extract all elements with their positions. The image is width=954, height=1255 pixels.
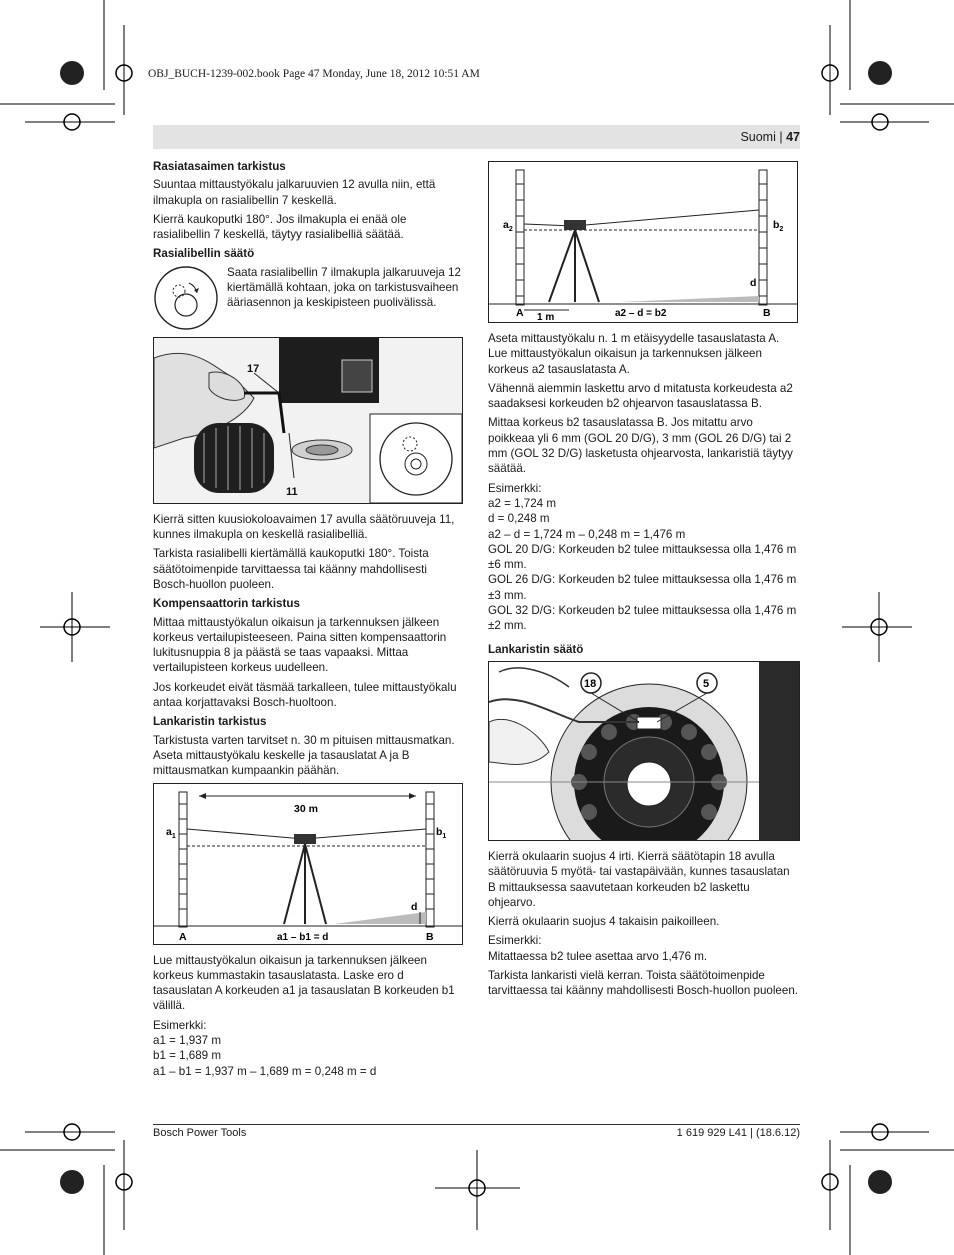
rod-A-label: A [179, 930, 187, 943]
footer-brand: Bosch Power Tools [153, 1127, 247, 1139]
a1-label: $a_1$ [166, 825, 176, 840]
paragraph: Mitattaessa b2 tulee asettaa arvo 1,476 m. [488, 949, 708, 963]
rod-A-label: A [516, 307, 524, 319]
d-label: d [750, 277, 757, 289]
distance-label: 30 m [294, 802, 318, 815]
example-label: Esimerkki: [488, 934, 542, 948]
b1-label: $b_1$ [436, 825, 447, 840]
header-language: Suomi [740, 130, 776, 144]
formula-label: a2 – d = b2 [615, 308, 667, 319]
rod-B-label: B [763, 307, 771, 319]
figure-eyepiece-adjustment [488, 661, 800, 841]
figure-1m-measurement [488, 161, 798, 323]
example-a1: a1 = 1,937 m [153, 1034, 222, 1048]
example-gol32: GOL 32 D/G: Korkeuden b2 tulee mittauksessa olla 1,476 m ±2 mm. [488, 604, 797, 633]
heading-rasiatasain: Rasiatasaimen tarkistus [153, 160, 286, 173]
circular-level-icon [153, 265, 219, 331]
right-column [488, 161, 800, 1003]
example-block [488, 481, 800, 634]
example-d: a1 – b1 = 1,937 m – 1,689 m = 0,248 m = d [153, 1064, 377, 1078]
example-d: d = 0,248 m [488, 512, 550, 526]
paragraph: Saata rasialibellin 7 ilmakupla jalkaruuveja 12 kiertämällä kohtaan, joka on tarkistusvaiheen ääriasennon ja keskipisteen puolivälissä. [227, 265, 461, 310]
figure-hex-key-adjustment [153, 337, 463, 504]
saato-block [153, 265, 465, 331]
paragraph: Tarkista rasialibelli kiertämällä kaukoputki 180°. Toista säätötoimenpide tarvittaessa tai käänny mahdollisesti Bosch-huollon puoleen. [153, 547, 429, 591]
figure-label-17: 17 [247, 362, 260, 375]
example-gol20: GOL 20 D/G: Korkeuden b2 tulee mittauksessa olla 1,476 m ±6 mm. [488, 542, 797, 572]
header-separator: | [779, 130, 783, 144]
example-block [153, 1018, 465, 1079]
paragraph: Aseta mittaustyökalu n. 1 m etäisyydelle tasauslatasta A. Lue mittaustyökalun oikaisun ja tarkennuksen jälkeen korkeus a2 tasauslatasta A. [488, 332, 780, 376]
header-bar [153, 125, 800, 149]
paragraph: Kierrä okulaarin suojus 4 takaisin paikoilleen. [488, 915, 720, 929]
figure-30m-measurement [153, 783, 463, 945]
b2-label: $b_2$ [773, 219, 784, 233]
example-label: Esimerkki: [488, 481, 542, 495]
formula-label: a1 – b1 = d [277, 931, 329, 943]
heading-lankaristi-saato: Lankaristin säätö [488, 642, 584, 656]
page-header [740, 130, 800, 144]
footer-rule [153, 1124, 800, 1125]
paragraph: Tarkista lankaristi vielä kerran. Toista säätötoimenpide tarvittaessa tai käänny mahdollisesti Bosch-huollon puoleen. [488, 969, 798, 998]
d-label: d [411, 900, 418, 913]
paragraph: Vähennä aiemmin laskettu arvo d mitatusta korkeudesta a2 saadaksesi korkeuden b2 ohjearvon tasauslatassa B. [488, 381, 793, 411]
figure-label-18: 18 [584, 677, 597, 690]
left-column [153, 155, 465, 1079]
example-gol26: GOL 26 D/G: Korkeuden b2 tulee mittauksessa olla 1,476 m ±3 mm. [488, 573, 797, 602]
figure-label-5: 5 [703, 677, 710, 690]
paragraph: Kierrä okulaarin suojus 4 irti. Kierrä säätötapin 18 avulla säätöruuvia 5 myötä- tai vastapäivään, kunnes tasauslatan B mittauksessa saavutetaan korkeuden b2 laskettu ohjearvo. [488, 849, 790, 909]
example-calc: a2 – d = 1,724 m – 0,248 m = 1,476 m [488, 527, 686, 541]
book-info-line: OBJ_BUCH-1239-002.book Page 47 Monday, June 18, 2012 10:51 AM [148, 68, 480, 80]
page-number: 47 [786, 130, 800, 144]
paragraph: Kierrä sitten kuusiokoloavaimen 17 avulla säätöruuveja 11, kunnes ilmakupla on keskellä rasialibelliä. [153, 512, 455, 542]
example-a2: a2 = 1,724 m [488, 496, 557, 510]
distance-label: 1 m [537, 312, 555, 322]
paragraph: Suuntaa mittaustyökalu jalkaruuvien 12 avulla niin, että ilmakupla on rasialibellin 7 keskellä. [153, 178, 436, 207]
paragraph: Jos korkeudet eivät täsmää tarkalleen, tulee mittaustyökalu antaa korjattavaksi Bosch-huoltoon. [153, 680, 457, 710]
paragraph: Tarkistusta varten tarvitset n. 30 m pituisen mittausmatkan. Aseta mittaustyökalu keskelle ja tasauslatat A ja B mittausmatkan kumpaankin päähän. [153, 733, 455, 778]
heading-rasialibelli-saato: Rasialibellin säätö [153, 247, 255, 261]
heading-kompensaattori: Kompensaattorin tarkistus [153, 597, 300, 611]
figure-label-11: 11 [286, 485, 298, 498]
paragraph: Mittaa korkeus b2 tasauslatassa B. Jos mitattu arvo poikkeaa yli 6 mm (GOL 20 D/G), 3 mm (GOL 26 D/G) tai 2 mm (GOL 32 D/G) lasketusta ohjearvosta, lankaristiä täytyy säätää. [488, 416, 793, 476]
paragraph: Kierrä kaukoputki 180°. Jos ilmakupla ei enää ole rasialibellin 7 keskellä, täytyy rasialibelliä säätää. [153, 212, 407, 242]
example-label: Esimerkki: [153, 1018, 207, 1032]
paragraph: Mittaa mittaustyökalun oikaisun ja tarkennuksen jälkeen korkeus vertailupisteeseen. Paina sitten kompensaattorin lukitusnuppia 8 ja päästä se taas vapaaksi. Mittaa vertailupisteen korkeus uudelleen. [153, 615, 447, 675]
paragraph: Lue mittaustyökalun oikaisun ja tarkennuksen jälkeen korkeus kummastakin tasauslatasta. Laske ero d tasauslatan A korkeuden a1 ja tasauslatan B korkeuden b1 välillä. [153, 953, 455, 1013]
rod-B-label: B [426, 930, 434, 943]
heading-lankaristi-tarkistus: Lankaristin tarkistus [153, 715, 267, 729]
example-b1: b1 = 1,689 m [153, 1049, 222, 1063]
a2-label: $a_2$ [503, 219, 513, 233]
footer-docnumber: 1 619 929 L41 | (18.6.12) [676, 1127, 800, 1139]
